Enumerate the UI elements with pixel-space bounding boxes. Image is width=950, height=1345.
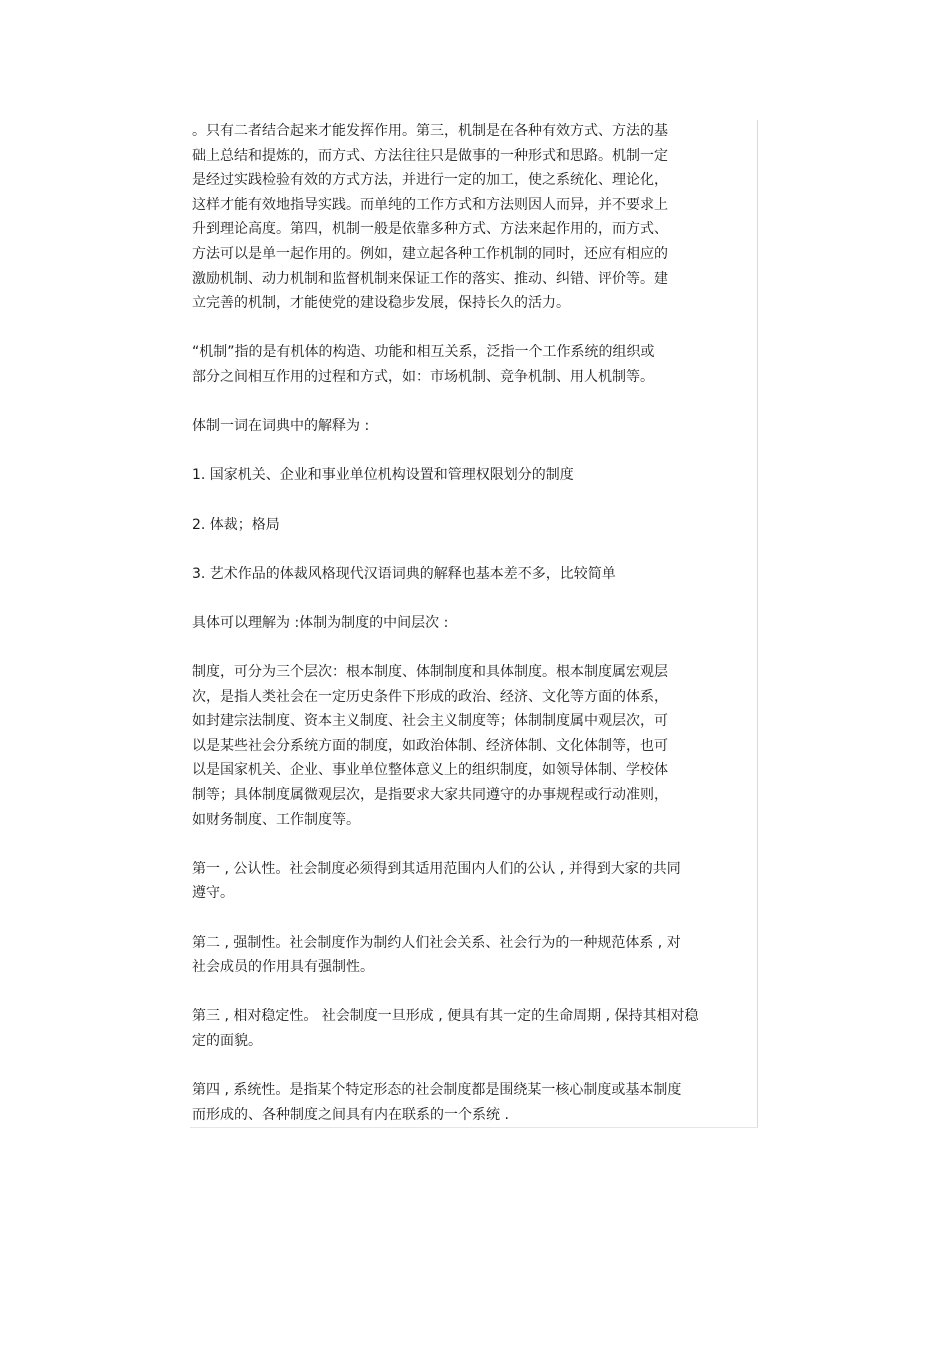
- text-line: 制等；具体制度属微观层次，是指要求大家共同遵守的办事规程或行动准则，: [192, 787, 668, 804]
- paragraph-systematic: [192, 1078, 757, 1127]
- text-line: 1. 国家机关、企业和事业单位机构设置和管理权限划分的制度: [192, 467, 574, 484]
- text-line: 以是某些社会分系统方面的制度，如政治体制、经济体制、文化体制等，也可: [192, 737, 668, 754]
- text-line: 如财务制度、工作制度等。: [192, 811, 360, 828]
- paragraph-system-understanding: [192, 611, 757, 636]
- paragraph-mandatory: [192, 931, 757, 980]
- document-body: [192, 119, 757, 1127]
- text-line: 如封建宗法制度、资本主义制度、社会主义制度等；体制制度属中观层次，可: [192, 713, 668, 730]
- text-line: 3. 艺术作品的体裁风格现代汉语词典的解释也基本差不多，比较简单: [192, 565, 616, 582]
- text-line: 。只有二者结合起来才能发挥作用。第三，机制是在各种有效方式、方法的基: [192, 123, 668, 139]
- text-line: 立完善的机制，才能使党的建设稳步发展，保持长久的活力。: [192, 295, 570, 312]
- text-line: 部分之间相互作用的过程和方式，如：市场机制、竞争机制、用人机制等。: [192, 368, 654, 385]
- text-line: 是经过实践检验有效的方式方法，并进行一定的加工，使之系统化、理论化，: [192, 172, 668, 189]
- text-line: 定的面貌。: [192, 1032, 262, 1049]
- text-line: 体制一词在词典中的解释为 :: [192, 418, 370, 435]
- list-item-2: [192, 513, 757, 538]
- paragraph-mechanism-definition: [192, 340, 757, 389]
- paragraph-institution-levels: [192, 660, 757, 832]
- list-item-3: [192, 562, 757, 587]
- paragraph-system-dictionary-intro: [192, 414, 757, 439]
- text-line: 第二 , 强制性。社会制度作为制约人们社会关系、社会行为的一种规范体系 , 对: [192, 934, 681, 951]
- text-line: 方法可以是单一起作用的。例如，建立起各种工作机制的同时，还应有相应的: [192, 245, 668, 262]
- text-line: 升到理论高度。第四，机制一般是依靠多种方式、方法来起作用的，而方式、: [192, 221, 668, 238]
- paragraph-recognition: [192, 857, 757, 906]
- paragraph-mechanism-comparison: [192, 119, 757, 316]
- text-line: 以是国家机关、企业、事业单位整体意义上的组织制度，如领导体制、学校体: [192, 762, 668, 779]
- text-line: 2. 体裁；格局: [192, 516, 280, 533]
- text-line: 制度，可分为三个层次：根本制度、体制制度和具体制度。根本制度属宏观层: [192, 664, 668, 681]
- text-line: 遵守。: [192, 885, 234, 902]
- text-line: 次，是指人类社会在一定历史条件下形成的政治、经济、文化等方面的体系，: [192, 688, 668, 705]
- text-line: 第一 , 公认性。社会制度必须得到其适用范围内人们的公认 , 并得到大家的共同: [192, 860, 681, 877]
- text-line: 具体可以理解为 :体制为制度的中间层次 :: [192, 614, 449, 631]
- text-line: “机制”指的是有机体的构造、功能和相互关系，泛指一个工作系统的组织或: [192, 344, 655, 361]
- text-line: 第三 , 相对稳定性。 社会制度一旦形成 , 便具有其一定的生命周期 , 保持其相对稳: [192, 1008, 699, 1025]
- text-line: 而形成的、各种制度之间具有内在联系的一个系统 .: [192, 1106, 509, 1123]
- paragraph-stability: [192, 1004, 757, 1053]
- text-line: 第四 , 系统性。是指某个特定形态的社会制度都是围绕某一核心制度或基本制度: [192, 1082, 682, 1099]
- text-line: 这样才能有效地指导实践。而单纯的工作方式和方法则因人而异，并不要求上: [192, 196, 668, 213]
- text-line: 激励机制、动力机制和监督机制来保证工作的落实、推动、纠错、评价等。建: [192, 270, 668, 287]
- list-item-1: [192, 463, 757, 488]
- text-line: 社会成员的作用具有强制性。: [192, 959, 374, 976]
- text-line: 础上总结和提炼的，而方式、方法往往只是做事的一种形式和思路。机制一定: [192, 147, 668, 164]
